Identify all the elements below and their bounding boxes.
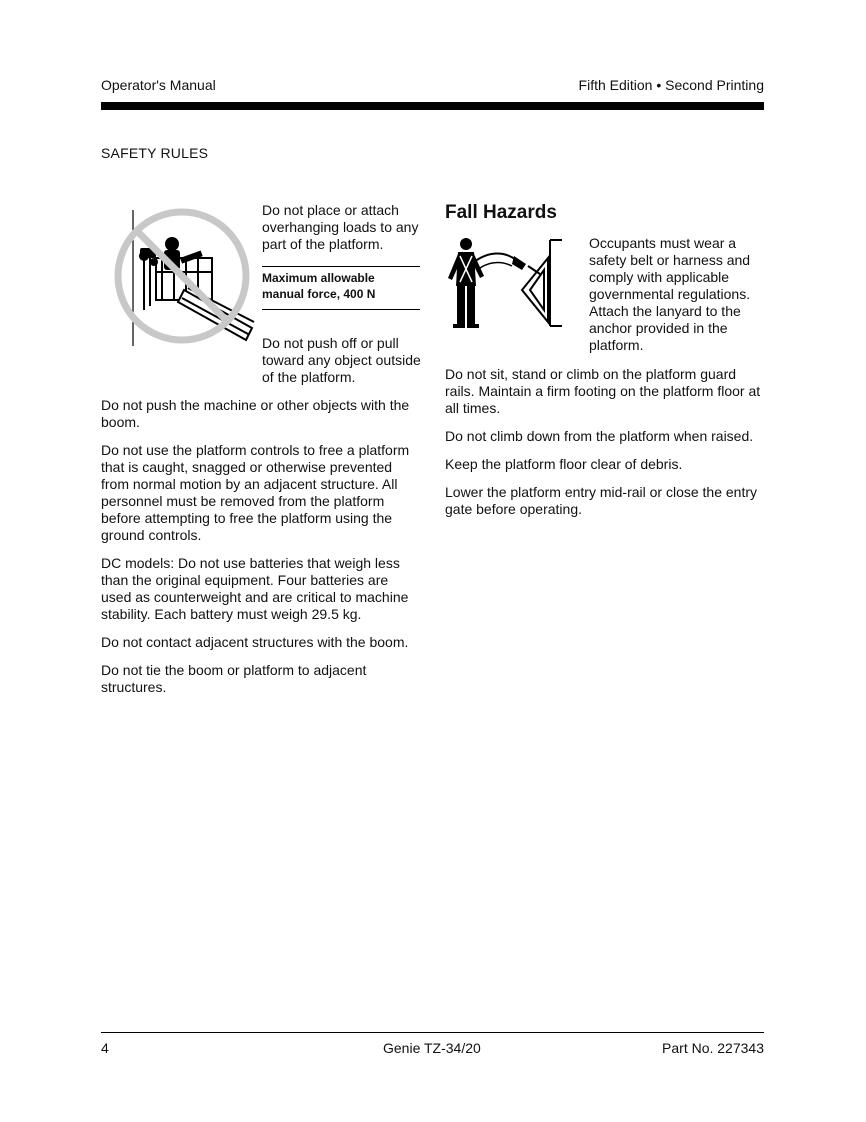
rule-paragraph: Do not contact adjacent structures with the boom. [101,634,409,650]
harness-requirement: Occupants must wear a safety belt or harness and comply with applicable governmental regulations. Attach the lanyard to the anchor provided in the platform. [589,235,751,353]
rule-paragraph: Do not climb down from the platform when raised. [445,428,754,444]
note-rule-top [262,266,420,267]
rule-paragraph: DC models: Do not use batteries that weigh less than the original equipment. Four batteries are used as counterweight and are critical to machine stability. Each battery must weigh 29.5 kg. [101,555,409,622]
push-pull-warning: Do not push off or pull toward any object outside of the platform. [262,335,421,385]
fall-hazards-heading: Fall Hazards [445,202,557,223]
rule-paragraph: Keep the platform floor clear of debris. [445,456,683,472]
rule-paragraph: Do not sit, stand or climb on the platform guard rails. Maintain a firm footing on the platform floor at all times. [445,366,761,416]
header-edition: Fifth Edition • Second Printing [578,77,764,93]
footer-rule [101,1032,764,1033]
fall-hazard-rules [445,366,765,529]
page-number: 4 [101,1040,109,1056]
header-rule [101,102,764,110]
harness-anchor-illustration [440,236,568,330]
header-manual-title: Operator's Manual [101,77,216,93]
left-column-rules [101,397,416,707]
footer-part-number: Part No. 227343 [662,1040,764,1056]
note-rule-bottom [262,309,420,310]
person-harness-icon [448,238,484,328]
footer-model: Genie TZ-34/20 [383,1040,481,1056]
anchor-icon [522,240,562,326]
max-force-note: Maximum allowable manual force, 400 N [262,271,376,301]
section-title: SAFETY RULES [101,145,209,161]
no-overhanging-load-illustration [104,200,260,348]
rule-paragraph: Do not tie the boom or platform to adjacent structures. [101,662,367,695]
rule-paragraph: Do not use the platform controls to free a platform that is caught, snagged or otherwise prevented from normal motion by an adjacent structure. All personnel must be removed from the platform before attempting to free the platform using the ground controls. [101,442,410,543]
overhang-warning: Do not place or attach overhanging loads to any part of the platform. [262,202,419,252]
rule-paragraph: Do not push the machine or other objects with the boom. [101,397,410,430]
rule-paragraph: Lower the platform entry mid-rail or close the entry gate before operating. [445,484,758,517]
